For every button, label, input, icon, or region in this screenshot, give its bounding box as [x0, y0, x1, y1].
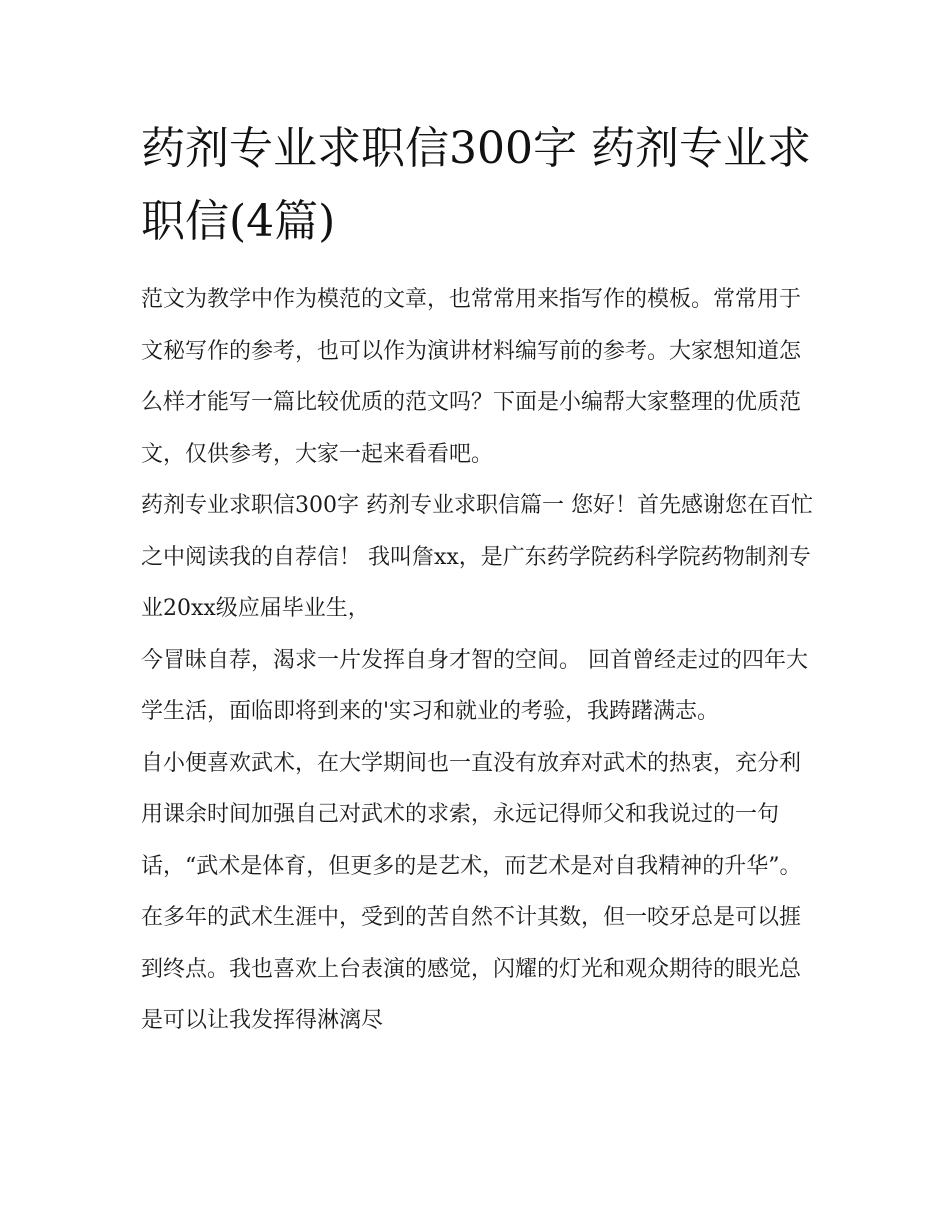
document-title: 药剂专业求职信300字 药剂专业求职信(4篇): [141, 123, 811, 247]
paragraph-self-recommendation: 今冒昧自荐，渴求一片发挥自身才智的空间。 回首曾经走过的四年大学生活，面临即将到来的'实习和就业的考验，我踌躇满志。: [141, 647, 808, 724]
paragraph-letter-opening: 药剂专业求职信300字 药剂专业求职信篇一 您好！首先感谢您在百忙之中阅读我的自荐信！ 我叫詹xx，是广东药学院药科学院药物制剂专业20xx级应届毕业生，: [141, 493, 813, 621]
paragraph-martial-arts: 自小便喜欢武术，在大学期间也一直没有放弃对武术的热衷，充分利用课余时间加强自己对武术的求索，永远记得师父和我说过的一句话，“武术是体育，但更多的是艺术，而艺术是对自我精神的升华”。在多年的武术生涯中，受到的苦自然不计其数，但一咬牙总是可以捱到终点。我也喜欢上台表演的感觉，闪耀的灯光和观众期待的眼光总是可以让我发挥得淋漓尽: [141, 750, 802, 1033]
document-body: [141, 112, 813, 1047]
paragraph-intro: 范文为教学中作为模范的文章，也常常用来指写作的模板。常常用于文秘写作的参考，也可以作为演讲材料编写前的参考。大家想知道怎么样才能写一篇比较优质的范文吗？下面是小编帮大家整理的优质范文，仅供参考，大家一起来看看吧。: [141, 287, 802, 467]
